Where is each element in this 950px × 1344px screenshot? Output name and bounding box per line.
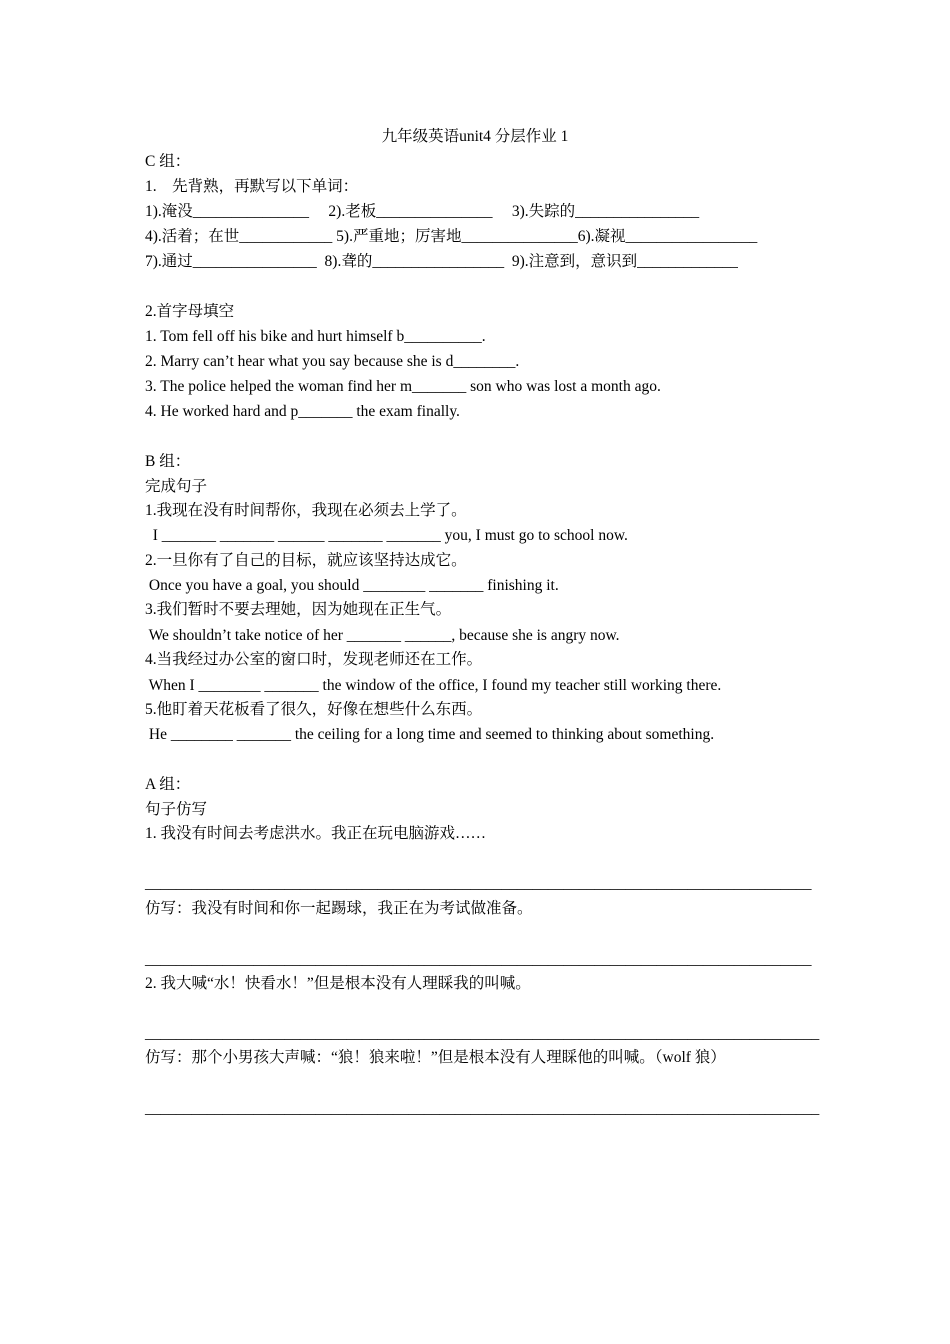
sentence-en: When I ________ _______ the window of the office, I found my teacher still working there. <box>145 677 722 694</box>
imitation-prompt: 仿写：我没有时间和你一起踢球，我正在为考试做准备。 <box>145 900 533 917</box>
sentence-cn: 1.我现在没有时间帮你，我现在必须去上学了。 <box>145 502 467 519</box>
sentence-en: I _______ _______ ______ _______ _______ you, I must go to school now. <box>145 527 628 544</box>
vocab-row: 7).通过________________ 8).聋的_________________ 9).注意到，意识到_____________ <box>145 253 738 270</box>
task-title: 2.首字母填空 <box>145 303 235 320</box>
task-title: 1. 先背熟，再默写以下单词： <box>145 178 359 195</box>
task-title: 句子仿写 <box>145 801 208 818</box>
answer-line: _______________________________________________________________________________________ <box>145 1100 820 1117</box>
imitation-source: 2. 我大喊“水！快看水！”但是根本没有人理睬我的叫喊。 <box>145 975 531 992</box>
sentence-cn: 2.一旦你有了自己的目标，就应该坚持达成它。 <box>145 552 467 569</box>
fill-item: 4. He worked hard and p_______ the exam finally. <box>145 403 460 420</box>
sentence-en: He ________ _______ the ceiling for a long time and seemed to thinking about something. <box>145 726 715 743</box>
imitation-source: 1. 我没有时间去考虑洪水。我正在玩电脑游戏…… <box>145 825 487 842</box>
sentence-en: We shouldn’t take notice of her _______ ______, because she is angry now. <box>145 627 620 644</box>
fill-item: 1. Tom fell off his bike and hurt himself b__________. <box>145 328 486 345</box>
fill-item: 3. The police helped the woman find her m_______ son who was lost a month ago. <box>145 378 661 395</box>
group-a-heading: A 组： <box>145 776 191 793</box>
task-title: 完成句子 <box>145 478 208 495</box>
imitation-prompt: 仿写：那个小男孩大声喊：“狼！狼来啦！”但是根本没有人理睬他的叫喊。（wolf 狼） <box>145 1049 726 1066</box>
group-b-heading: B 组： <box>145 453 191 470</box>
vocab-row: 4).活着；在世____________ 5).严重地；厉害地_______________6).凝视_________________ <box>145 228 758 245</box>
page-title: 九年级英语unit4 分层作业 1 <box>381 128 569 145</box>
sentence-cn: 4.当我经过办公室的窗口时，发现老师还在工作。 <box>145 651 483 668</box>
fill-item: 2. Marry can’t hear what you say because she is d________. <box>145 353 520 370</box>
sentence-cn: 3.我们暂时不要去理她，因为她现在正生气。 <box>145 601 452 618</box>
answer-line: ______________________________________________________________________________________ <box>145 951 812 968</box>
sentence-en: Once you have a goal, you should ________ _______ finishing it. <box>145 577 559 594</box>
group-c-heading: C 组： <box>145 153 191 170</box>
answer-line: _______________________________________________________________________________________ <box>145 1025 820 1042</box>
answer-line: ______________________________________________________________________________________ <box>145 875 812 892</box>
vocab-row: 1).淹没_______________ 2).老板_______________ 3).失踪的________________ <box>145 203 700 220</box>
sentence-cn: 5.他盯着天花板看了很久，好像在想些什么东西。 <box>145 701 483 718</box>
